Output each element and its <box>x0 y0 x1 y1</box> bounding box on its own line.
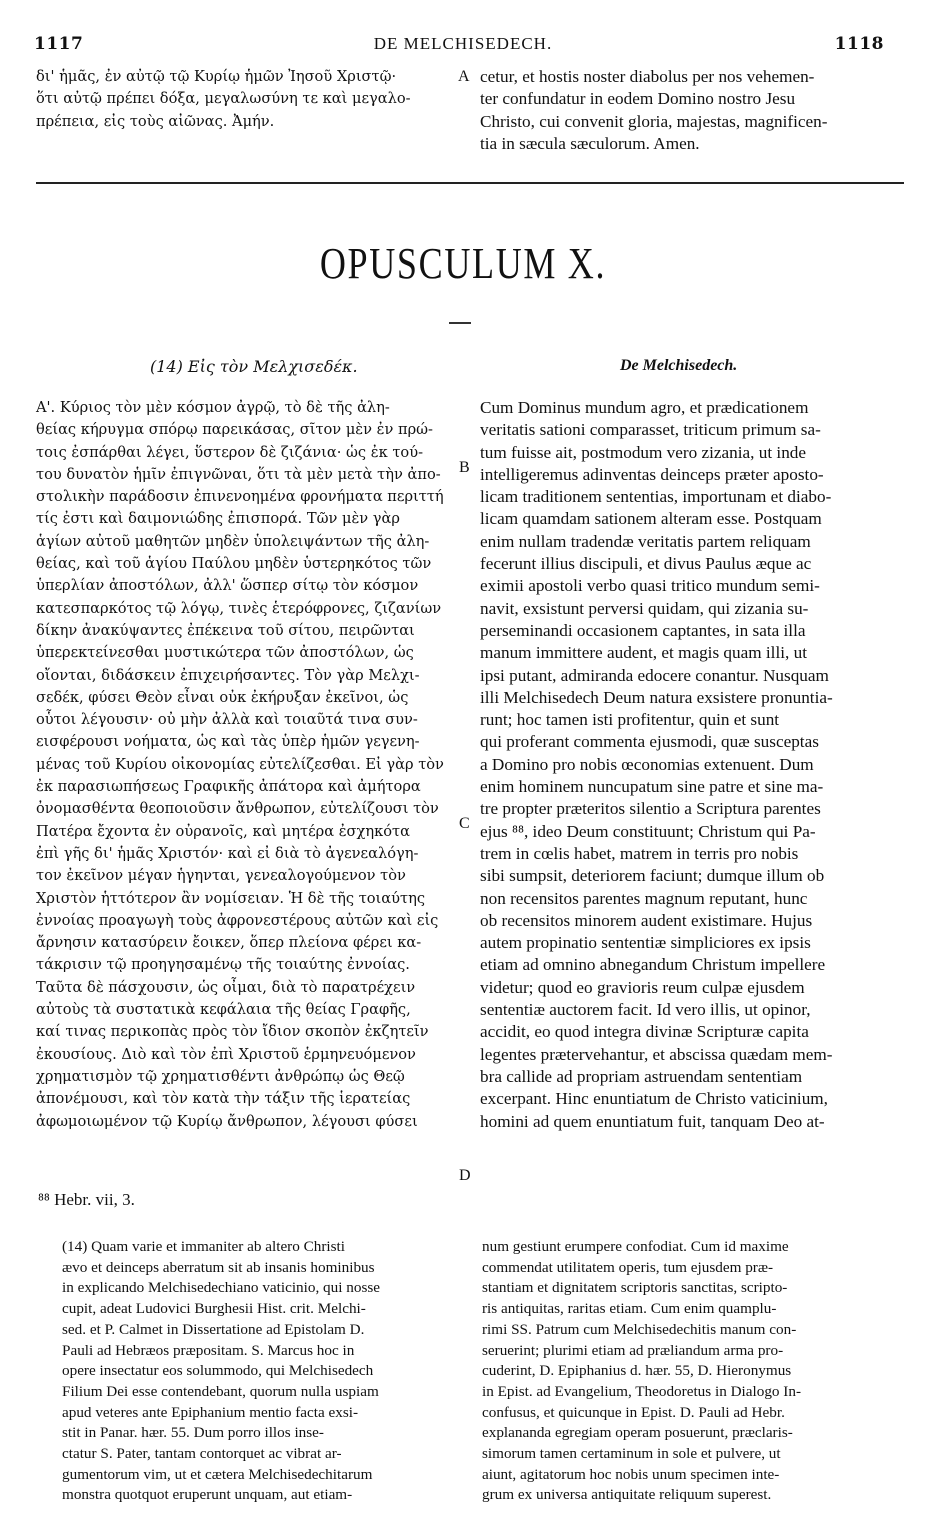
section-marker-a: A <box>458 68 470 85</box>
text-line: a Domino pro nobis œconomias extenuent. Dum <box>480 754 814 774</box>
text-line: accidit, eo quod integra divinæ Scripturæ capita <box>480 1022 809 1042</box>
note-line: apud veteres ante Epiphanium mentio facta exsi- <box>62 1403 359 1421</box>
section-marker-b: B <box>459 459 470 476</box>
text-line: μένας τοῦ Κυρίου οἰκονομίας εὐτελίζεσθαι. Εἰ γὰρ τὸν <box>36 755 444 773</box>
text-line: Christo, cui convenit gloria, majestas, magnificen- <box>480 111 828 131</box>
note-line: stit in Panar. hær. 55. Dum porro illos inse- <box>62 1424 324 1442</box>
text-line: ob recensitos minorem audent existimare. Hujus <box>480 910 813 930</box>
text-line: του δυνατὸν ἡμῖν ἐπιγνῶναι, ὅτι τὰ μὲν μετὰ τὴν ἀπο- <box>36 465 441 483</box>
note-line: gumentorum vim, ut et cætera Melchisedechitarum <box>62 1465 373 1483</box>
text-line: videtur; quod eo gravioris reum culpæ ejusdem <box>480 977 805 997</box>
note-line: ctatur S. Pater, tantam contorquet ac vibrat ar- <box>62 1445 342 1463</box>
editorial-note-right <box>482 1237 902 1506</box>
title-dash <box>449 322 471 324</box>
text-line: ἀπονέμουσι, καὶ τὸν κατὰ τὴν τάξιν τῆς ἱερατείας <box>36 1090 411 1108</box>
note-line: explananda egregiam operam posuerunt, præclaris- <box>482 1424 793 1442</box>
note-line: sed. et P. Calmet in Dissertatione ad Epistolam D. <box>62 1320 365 1338</box>
note-line: simorum tamen certaminum in sole et pulvere, ut <box>482 1445 781 1463</box>
note-line: ævo et deinceps aberratum sit ab insanis hominibus <box>62 1258 375 1276</box>
text-line: sibi sumpsit, deteriorem faciunt; dumque illum ob <box>480 866 825 886</box>
text-line: navit, exsistunt perversi quidam, qui zizania su- <box>480 598 809 618</box>
text-line: εισφέρουσι νοήματα, ὡς καὶ τὰς ὑπὲρ ἡμῶν γεγενη- <box>36 733 420 751</box>
text-line: ἐννοίας προαγωγὴ τοὺς ἀφρονεστέρους αὐτῶν καὶ εἰς <box>36 911 439 929</box>
text-line: ἀφωμοιωμένον τῷ Κυρίῳ ἄνθρωπον, λέγουσι φύσει <box>36 1112 418 1130</box>
text-line: tum fuisse ait, postmodum vero zizania, ut inde <box>480 442 807 462</box>
text-line: ἐπὶ γῆς δι' ἡμᾶς Χριστόν· καὶ εἰ διὰ τὸ ἀγενεαλόγη- <box>36 844 419 862</box>
text-line: Πατέρα ἔχοντα ἐν οὐρανοῖς, καὶ μητέρα ἐσχηκότα <box>36 822 410 840</box>
text-line: ejus ⁸⁸, ideo Deum constituunt; Christum qui Pa- <box>480 821 816 841</box>
note-line: opere insectatur eos solummodo, qui Melchisedech <box>62 1362 374 1380</box>
note-line: stantiam et dignitatem scriptoris sanctitas, scripto- <box>482 1279 788 1297</box>
text-line: ter confundatur in eodem Domino nostro Jesu <box>480 89 796 109</box>
text-line: τάκρισιν τῷ προηγησαμένῳ τῆς τοιαύτης ἐννοίας. <box>36 956 410 974</box>
text-line: enim hominem nuncupatum sine patre et sine ma- <box>480 777 824 797</box>
text-line: χρηματισμὸν τῷ χρηματισθέντι ἀνθρώπῳ ὡς Θεῷ <box>36 1067 405 1085</box>
text-line: αὐτοὺς τὰ συστατικὰ κεφάλαια τῆς θείας Γραφῆς, <box>36 1001 411 1019</box>
text-line: Χριστὸν ἡττότερον ἂν νομίσειαν. Ἡ δὲ τῆς τοιαύτης <box>36 889 425 907</box>
note-line: (14) Quam varie et immaniter ab altero Christi <box>62 1238 345 1255</box>
text-line: tre propter præteritos silentio a Scriptura parentes <box>480 799 821 819</box>
note-line: monstra quotquot eruperunt unquam, aut etiam- <box>62 1486 353 1504</box>
note-line: grum ex universa antiquitate reliquum superest. <box>482 1486 772 1504</box>
editorial-note-left <box>62 1237 462 1506</box>
text-line: ἐκουσίους. Διὸ καὶ τὸν ἐπὶ Χριστοῦ ἑρμηνευόμενον <box>36 1045 416 1063</box>
text-line: ipsi putant, admiranda edocere conantur. Nusquam <box>480 665 829 685</box>
greek-subtitle: (14) Εἰς τὸν Μελχισεδέκ. <box>150 357 358 376</box>
note-line: confusus, et quicunque in Epist. D. Pauli ad Hebr. <box>482 1403 785 1421</box>
text-line: homini ad quem enuntiatum fuit, tanquam Deo at- <box>480 1111 825 1131</box>
running-title: DE MELCHISEDECH. <box>373 34 553 53</box>
text-line: ὑπερλίαν ἀποστόλων, ἀλλ' ὥσπερ σίτῳ τὸν κόσμον <box>36 577 419 595</box>
note-line: seruerint; plurimi etiam ad præliandum arma pro- <box>482 1341 784 1359</box>
note-line: rimi SS. Patrum cum Melchisedechitis manum con- <box>482 1320 797 1338</box>
text-line: Cum Dominus mundum agro, et prædicationem <box>480 398 809 417</box>
section-marker-d: D <box>459 1167 471 1184</box>
text-line: κατεσπαρκότος τῷ λόγῳ, τινὲς ἑτερόφρονες, ζιζανίων <box>36 599 442 617</box>
note-line: in Epist. ad Evangelium, Theodoretus in Dialogo In- <box>482 1382 802 1400</box>
note-line: ris antiquitas, raritas etiam. Cum enim quamplu- <box>482 1300 777 1318</box>
text-line: tia in sæcula sæculorum. Amen. <box>480 133 700 153</box>
text-line: veritatis sationi comparasset, triticum primum sa- <box>480 420 821 440</box>
greek-column <box>36 397 456 1133</box>
text-line: ὀνομασθέντα θεοποιοῦσιν ἄνθρωπον, εὐτελίζουσι τὸν <box>36 800 439 818</box>
text-line: eximii apostoli verbo quasi tritico mundum semi- <box>480 576 820 596</box>
opusculum-title: OPUSCULUM X. <box>319 239 607 288</box>
text-line: non recensitos parentes magnum reputant, hunc <box>480 888 808 908</box>
latin-column <box>480 397 900 1133</box>
text-line: Α'. Κύριος τὸν μὲν κόσμον ἀγρῷ, τὸ δὲ τῆς ἀλη- <box>36 399 390 416</box>
text-line: sententiæ auctorem facit. Id vero illis, ut opinor, <box>480 1000 811 1020</box>
text-line: cetur, et hostis noster diabolus per nos vehemen- <box>480 67 815 86</box>
text-line: πρέπεια, εἰς τοὺς αἰῶνας. Ἀμήν. <box>36 112 275 130</box>
separator-rule <box>36 182 904 184</box>
note-line: aiunt, agitatorum hoc nobis unum specimen inte- <box>482 1465 780 1483</box>
text-line: legentes prætervehantur, et abscissa quædam mem- <box>480 1044 833 1064</box>
text-line: etiam ad omnino abnegandum Christum impellere <box>480 955 826 975</box>
text-line: Ταῦτα δὲ πάσχουσιν, ὡς οἶμαι, διὰ τὸ παρατρέχειν <box>36 978 416 996</box>
note-line: Pauli ad Hebræos præpositam. S. Marcus hoc in <box>62 1341 355 1359</box>
text-line: τίς ἐστι καὶ δαιμονιώδης ἐπισπορά. Τῶν μὲν γὰρ <box>36 510 400 528</box>
text-line: perseminandi occasionem captantes, in sata illa <box>480 620 806 640</box>
text-line: ὅτι αὐτῷ πρέπει δόξα, μεγαλωσύνη τε καὶ μεγαλο- <box>36 90 411 108</box>
text-line: enim nullam tradendæ veritatis partem reliquam <box>480 531 811 551</box>
text-line: θείας, καὶ τοῦ ἁγίου Παύλου μηδὲν ὑστερηκότος τῶν <box>36 555 432 573</box>
text-line: δι' ἡμᾶς, ἐν αὐτῷ τῷ Κυρίῳ ἡμῶν Ἰησοῦ Χριστῷ· <box>36 68 397 85</box>
text-line: θείας κήρυγμα σπόρῳ παρεικάσας, σῖτον μὲν ἐν πρώ- <box>36 421 433 439</box>
text-line: σεδέκ, φύσει Θεὸν εἶναι οὐκ ἐκήρυξαν ἐκεῖνοι, ὡς <box>36 688 409 706</box>
text-line: licam quamdam sationem alteram esse. Postquam <box>480 509 822 529</box>
text-line: τοις ἐσπάρθαι λέγει, ὕστερον δὲ ζιζάνια· ὡς ἐκ τού- <box>36 443 423 461</box>
text-line: τον ἐκεῖνον μέγαν ἡγηνται, γενεαλογούμενον τὸν <box>36 867 406 885</box>
text-line: manum immittere audent, et magis quam illi, ut <box>480 643 807 663</box>
right-page-number: 1118 <box>834 34 884 54</box>
text-line: ἄρνησιν κατασύρειν ἔοικεν, ὅπερ πλείονα φέρει κα- <box>36 934 422 952</box>
note-line: cupit, adeat Ludovici Burghesii Hist. crit. Melchi- <box>62 1300 366 1318</box>
text-line: ἁγίων αὐτοῦ μαθητῶν μηδὲν ὑπολειψάντων τῆς ἀλη- <box>36 532 430 550</box>
section-marker-c: C <box>459 815 470 832</box>
note-line: in explicando Melchisedechiano vaticinio, qui nosse <box>62 1279 381 1297</box>
text-line: οἴονται, διδάσκειν ἐπιχειρήσαντες. Τὸν γὰρ Μελχι- <box>36 666 420 684</box>
text-line: καί τινας περικοπὰς πρὸς τὸν ἴδιον σκοπὸν ἐκζητεῖν <box>36 1023 429 1041</box>
text-line: οὗτοι λέγουσιν· οὐ μὴν ἀλλὰ καὶ τοιαῦτά τινα συν- <box>36 711 418 729</box>
text-line: licam traditionem sententias, importunam et diabo- <box>480 487 832 507</box>
top-latin-column <box>480 66 900 155</box>
text-line: bra callide ad propriam astruendam sententiam <box>480 1066 803 1086</box>
text-line: runt; hoc tamen isti profitentur, quin et sunt <box>480 710 780 730</box>
text-line: qui proferant commenta ejusmodi, quæ susceptas <box>480 732 819 752</box>
top-greek-column <box>36 66 456 133</box>
text-line: δίκην ἀνακύψαντες ἐπέκεινα τοῦ σίτου, πειρῶνται <box>36 621 415 639</box>
note-line: Filium Dei esse contendebant, quorum nulla uspiam <box>62 1382 379 1400</box>
text-line: intelligeremus adinventas deinceps præter aposto- <box>480 464 824 484</box>
text-line: autem propinatio sententiæ simpliciores ex ipsis <box>480 933 811 953</box>
text-line: στολικὴν παράδοσιν ἐπινενοημένα φρονήματα περιττή <box>36 488 444 506</box>
left-page-number: 1117 <box>34 34 84 54</box>
note-line: commendat utilitatem operis, tum ejusdem præ- <box>482 1258 774 1276</box>
text-line: illi Melchisedech Deum natura exsistere pronuntia- <box>480 687 833 707</box>
text-line: ἐκ παρασιωπήσεως Γραφικῆς ἀπάτορα καὶ ἀμήτορα <box>36 778 421 796</box>
text-line: fecerunt illius discipuli, et divus Paulus æque ac <box>480 554 812 574</box>
note-line: cuderint, D. Epiphanius d. hær. 55, D. Hieronymus <box>482 1362 792 1380</box>
note-line: num gestiunt erumpere confodiat. Cum id maxime <box>482 1238 789 1255</box>
text-line: trem in cœlis habet, matrem in terris pro nobis <box>480 843 799 863</box>
latin-subtitle: De Melchisedech. <box>620 357 738 374</box>
scripture-footnote: ⁸⁸ Hebr. vii, 3. <box>38 1190 135 1209</box>
text-line: excerpant. Hinc enuntiatum de Christo vaticinium, <box>480 1089 828 1109</box>
text-line: ὑπερεκτείνεσθαι μυστικώτερα τῶν ἀποστόλων, ὡς <box>36 644 414 662</box>
